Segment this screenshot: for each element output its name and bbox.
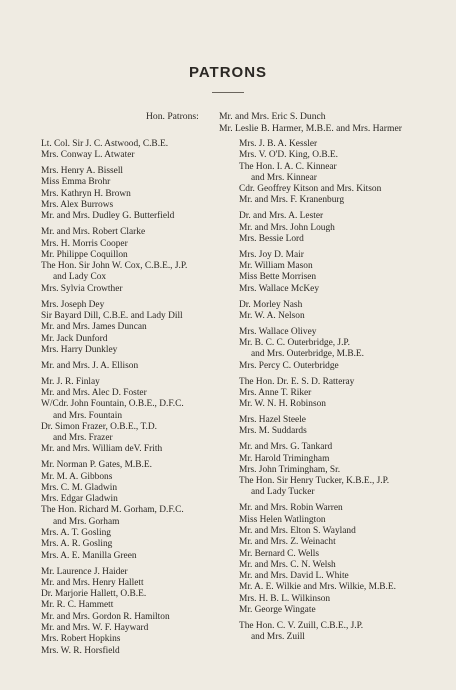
patron-name: Mrs. Conway L. Atwater xyxy=(41,150,135,161)
patron-name: Mrs. Edgar Gladwin xyxy=(41,494,118,505)
patron-name: Mr. and Mrs. Robin Warren xyxy=(239,503,343,514)
patron-name: Mrs. John Trimingham, Sr. xyxy=(239,464,341,475)
patron-group xyxy=(239,377,444,411)
patron-name: The Hon. Sir John W. Cox, C.B.E., J.P. xyxy=(41,261,188,272)
patron-name: Mrs. H. B. L. Wilkinson xyxy=(239,593,331,604)
patron-group xyxy=(239,442,444,498)
patron-name: Mrs. Wallace Olivey xyxy=(239,326,317,337)
patron-name: Dr. Morley Nash xyxy=(239,299,303,310)
patron-name: Mr. Laurence J. Haider xyxy=(41,566,128,577)
patron-name: Mr. and Mrs. William deV. Frith xyxy=(41,444,163,455)
patron-name: Mr. W. N. H. Robinson xyxy=(239,399,326,410)
patrons-right-column xyxy=(239,139,444,648)
patron-name: and Mrs. Outerbridge, M.B.E. xyxy=(251,349,365,360)
patron-name: Mr. Harold Trimingham xyxy=(239,453,330,464)
patron-group xyxy=(239,415,444,438)
patron-name: Mr. Jack Dunford xyxy=(41,333,108,344)
patron-name: Mrs. Wallace McKey xyxy=(239,283,320,294)
patron-name: Mrs. Sylvia Crowther xyxy=(41,283,123,294)
patron-name: Mr. J. R. Finlay xyxy=(41,376,100,387)
patron-name: The Hon. Richard M. Gorham, D.F.C. xyxy=(41,505,184,516)
patron-group xyxy=(41,361,241,372)
patron-name: and Mrs. Frazer xyxy=(53,433,113,444)
patron-group xyxy=(41,139,241,162)
patron-name: Mrs. A. T. Gosling xyxy=(41,528,111,539)
honorary-line-2: Mr. Leslie B. Harmer, M.B.E. and Mrs. Harmer xyxy=(219,123,402,134)
patrons-left-column xyxy=(41,139,241,662)
patron-group xyxy=(239,327,444,372)
patron-group xyxy=(41,227,241,295)
patron-name: Mrs. J. B. A. Kessler xyxy=(239,139,318,149)
honorary-line-1: Mr. and Mrs. Eric S. Dunch xyxy=(219,111,326,122)
patron-name: Mrs. Alex Burrows xyxy=(41,200,114,211)
patron-name: Mr. Philippe Coquillon xyxy=(41,249,128,260)
patron-group xyxy=(41,567,241,657)
patron-name: Mr. and Mrs. Z. Weinacht xyxy=(239,537,336,548)
patron-name: Dr. Marjorie Hallett, O.B.E. xyxy=(41,589,147,600)
patron-name: Mr. and Mrs. G. Tankard xyxy=(239,442,333,453)
patron-name: The Hon. C. V. Zuill, C.B.E., J.P. xyxy=(239,620,364,631)
patron-name: Mr. and Mrs. Dudley G. Butterfield xyxy=(41,211,175,222)
patron-name: Mrs. Joy D. Mair xyxy=(239,249,304,260)
patron-name: Mrs. W. R. Horsfield xyxy=(41,645,120,656)
patron-name: Mr. and Mrs. Gordon R. Hamilton xyxy=(41,611,170,622)
patron-name: Sir Bayard Dill, C.B.E. and Lady Dill xyxy=(41,310,183,321)
patron-name: and Lady Tucker xyxy=(251,487,315,498)
patron-name: Mr. Bernard C. Wells xyxy=(239,548,320,559)
patron-name: Dr. Simon Frazer, O.B.E., T.D. xyxy=(41,421,157,432)
patron-name: Mrs. Kathryn H. Brown xyxy=(41,188,131,199)
patron-group xyxy=(41,300,241,356)
patron-name: Mr. Norman P. Gates, M.B.E. xyxy=(41,460,152,471)
patron-name: Mr. W. A. Nelson xyxy=(239,310,305,321)
patron-name: Mrs. Hazel Steele xyxy=(239,415,306,426)
patron-name: Cdr. Geoffrey Kitson and Mrs. Kitson xyxy=(239,184,382,195)
patron-name: Mrs. Percy C. Outerbridge xyxy=(239,360,339,371)
patron-name: and Lady Cox xyxy=(53,272,107,283)
patron-name: The Hon. Sir Henry Tucker, K.B.E., J.P. xyxy=(239,476,390,487)
patron-name: Mrs. H. Morris Cooper xyxy=(41,238,128,249)
patron-group xyxy=(41,166,241,222)
patron-name: Mr. William Mason xyxy=(239,261,313,272)
honorary-label: Hon. Patrons: xyxy=(146,111,199,122)
patron-name: Mrs. V. O'D. King, O.B.E. xyxy=(239,150,339,161)
patron-name: and Mrs. Fountain xyxy=(53,410,123,421)
patron-name: Mr. and Mrs. James Duncan xyxy=(41,322,147,333)
patron-name: Mr. R. C. Hammett xyxy=(41,600,114,611)
patron-name: Mrs. Robert Hopkins xyxy=(41,634,121,645)
patron-group xyxy=(239,621,444,644)
patron-group xyxy=(239,503,444,616)
patron-name: Mr. and Mrs. C. N. Welsh xyxy=(239,559,336,570)
patron-group xyxy=(239,300,444,323)
patron-name: and Mrs. Kinnear xyxy=(251,172,317,183)
patron-group xyxy=(41,460,241,562)
patron-group xyxy=(239,211,444,245)
title-underline xyxy=(212,92,244,93)
patron-name: Mrs. Harry Dunkley xyxy=(41,344,118,355)
patron-name: Mr. B. C. C. Outerbridge, J.P. xyxy=(239,338,350,349)
patron-name: Mr. and Mrs. W. F. Hayward xyxy=(41,623,149,634)
patron-name: Mr. George Wingate xyxy=(239,605,316,616)
patron-name: Mrs. Joseph Dey xyxy=(41,299,105,310)
patron-name: Mr. and Mrs. Alec D. Foster xyxy=(41,387,147,398)
patron-name: Mr. and Mrs. Elton S. Wayland xyxy=(239,525,356,536)
patron-name: Mr. and Mrs. John Lough xyxy=(239,222,335,233)
patron-name: Mr. and Mrs. J. A. Ellison xyxy=(41,360,139,371)
patron-name: Miss Helen Watlington xyxy=(239,514,326,525)
patron-name: and Mrs. Zuill xyxy=(251,632,305,643)
patron-name: and Mrs. Gorham xyxy=(53,516,120,527)
patron-name: Mrs. Henry A. Bissell xyxy=(41,166,124,177)
patron-name: Mrs. Bessie Lord xyxy=(239,233,304,244)
patron-name: Mrs. M. Suddards xyxy=(239,426,307,437)
patron-name: Miss Emma Brohr xyxy=(41,177,111,188)
patron-name: Mrs. Anne T. Riker xyxy=(239,387,312,398)
page-title: PATRONS xyxy=(188,64,268,81)
patron-name: The Hon. Dr. E. S. D. Ratteray xyxy=(239,376,355,387)
patron-name: Mr. A. E. Wilkie and Mrs. Wilkie, M.B.E. xyxy=(239,582,396,593)
patron-name: The Hon. I. A. C. Kinnear xyxy=(239,161,337,172)
patron-name: Mrs. A. R. Gosling xyxy=(41,539,113,550)
patron-name: Miss Bette Morrisen xyxy=(239,272,317,283)
patron-group xyxy=(239,250,444,295)
patron-name: Mr. and Mrs. Robert Clarke xyxy=(41,227,146,238)
patron-group xyxy=(41,377,241,456)
patron-name: Dr. and Mrs. A. Lester xyxy=(239,211,324,222)
patron-name: Mr. and Mrs. Henry Hallett xyxy=(41,577,144,588)
patron-name: Mr. and Mrs. F. Kranenburg xyxy=(239,195,345,206)
patron-name: Mr. and Mrs. David L. White xyxy=(239,571,349,582)
patron-name: Mrs. C. M. Gladwin xyxy=(41,482,118,493)
patron-name: Lt. Col. Sir J. C. Astwood, C.B.E. xyxy=(41,139,169,149)
patron-name: Mr. M. A. Gibbons xyxy=(41,471,113,482)
patron-name: W/Cdr. John Fountain, O.B.E., D.F.C. xyxy=(41,399,184,410)
patron-name: Mrs. A. E. Manilla Green xyxy=(41,550,137,561)
patron-group xyxy=(239,139,444,207)
